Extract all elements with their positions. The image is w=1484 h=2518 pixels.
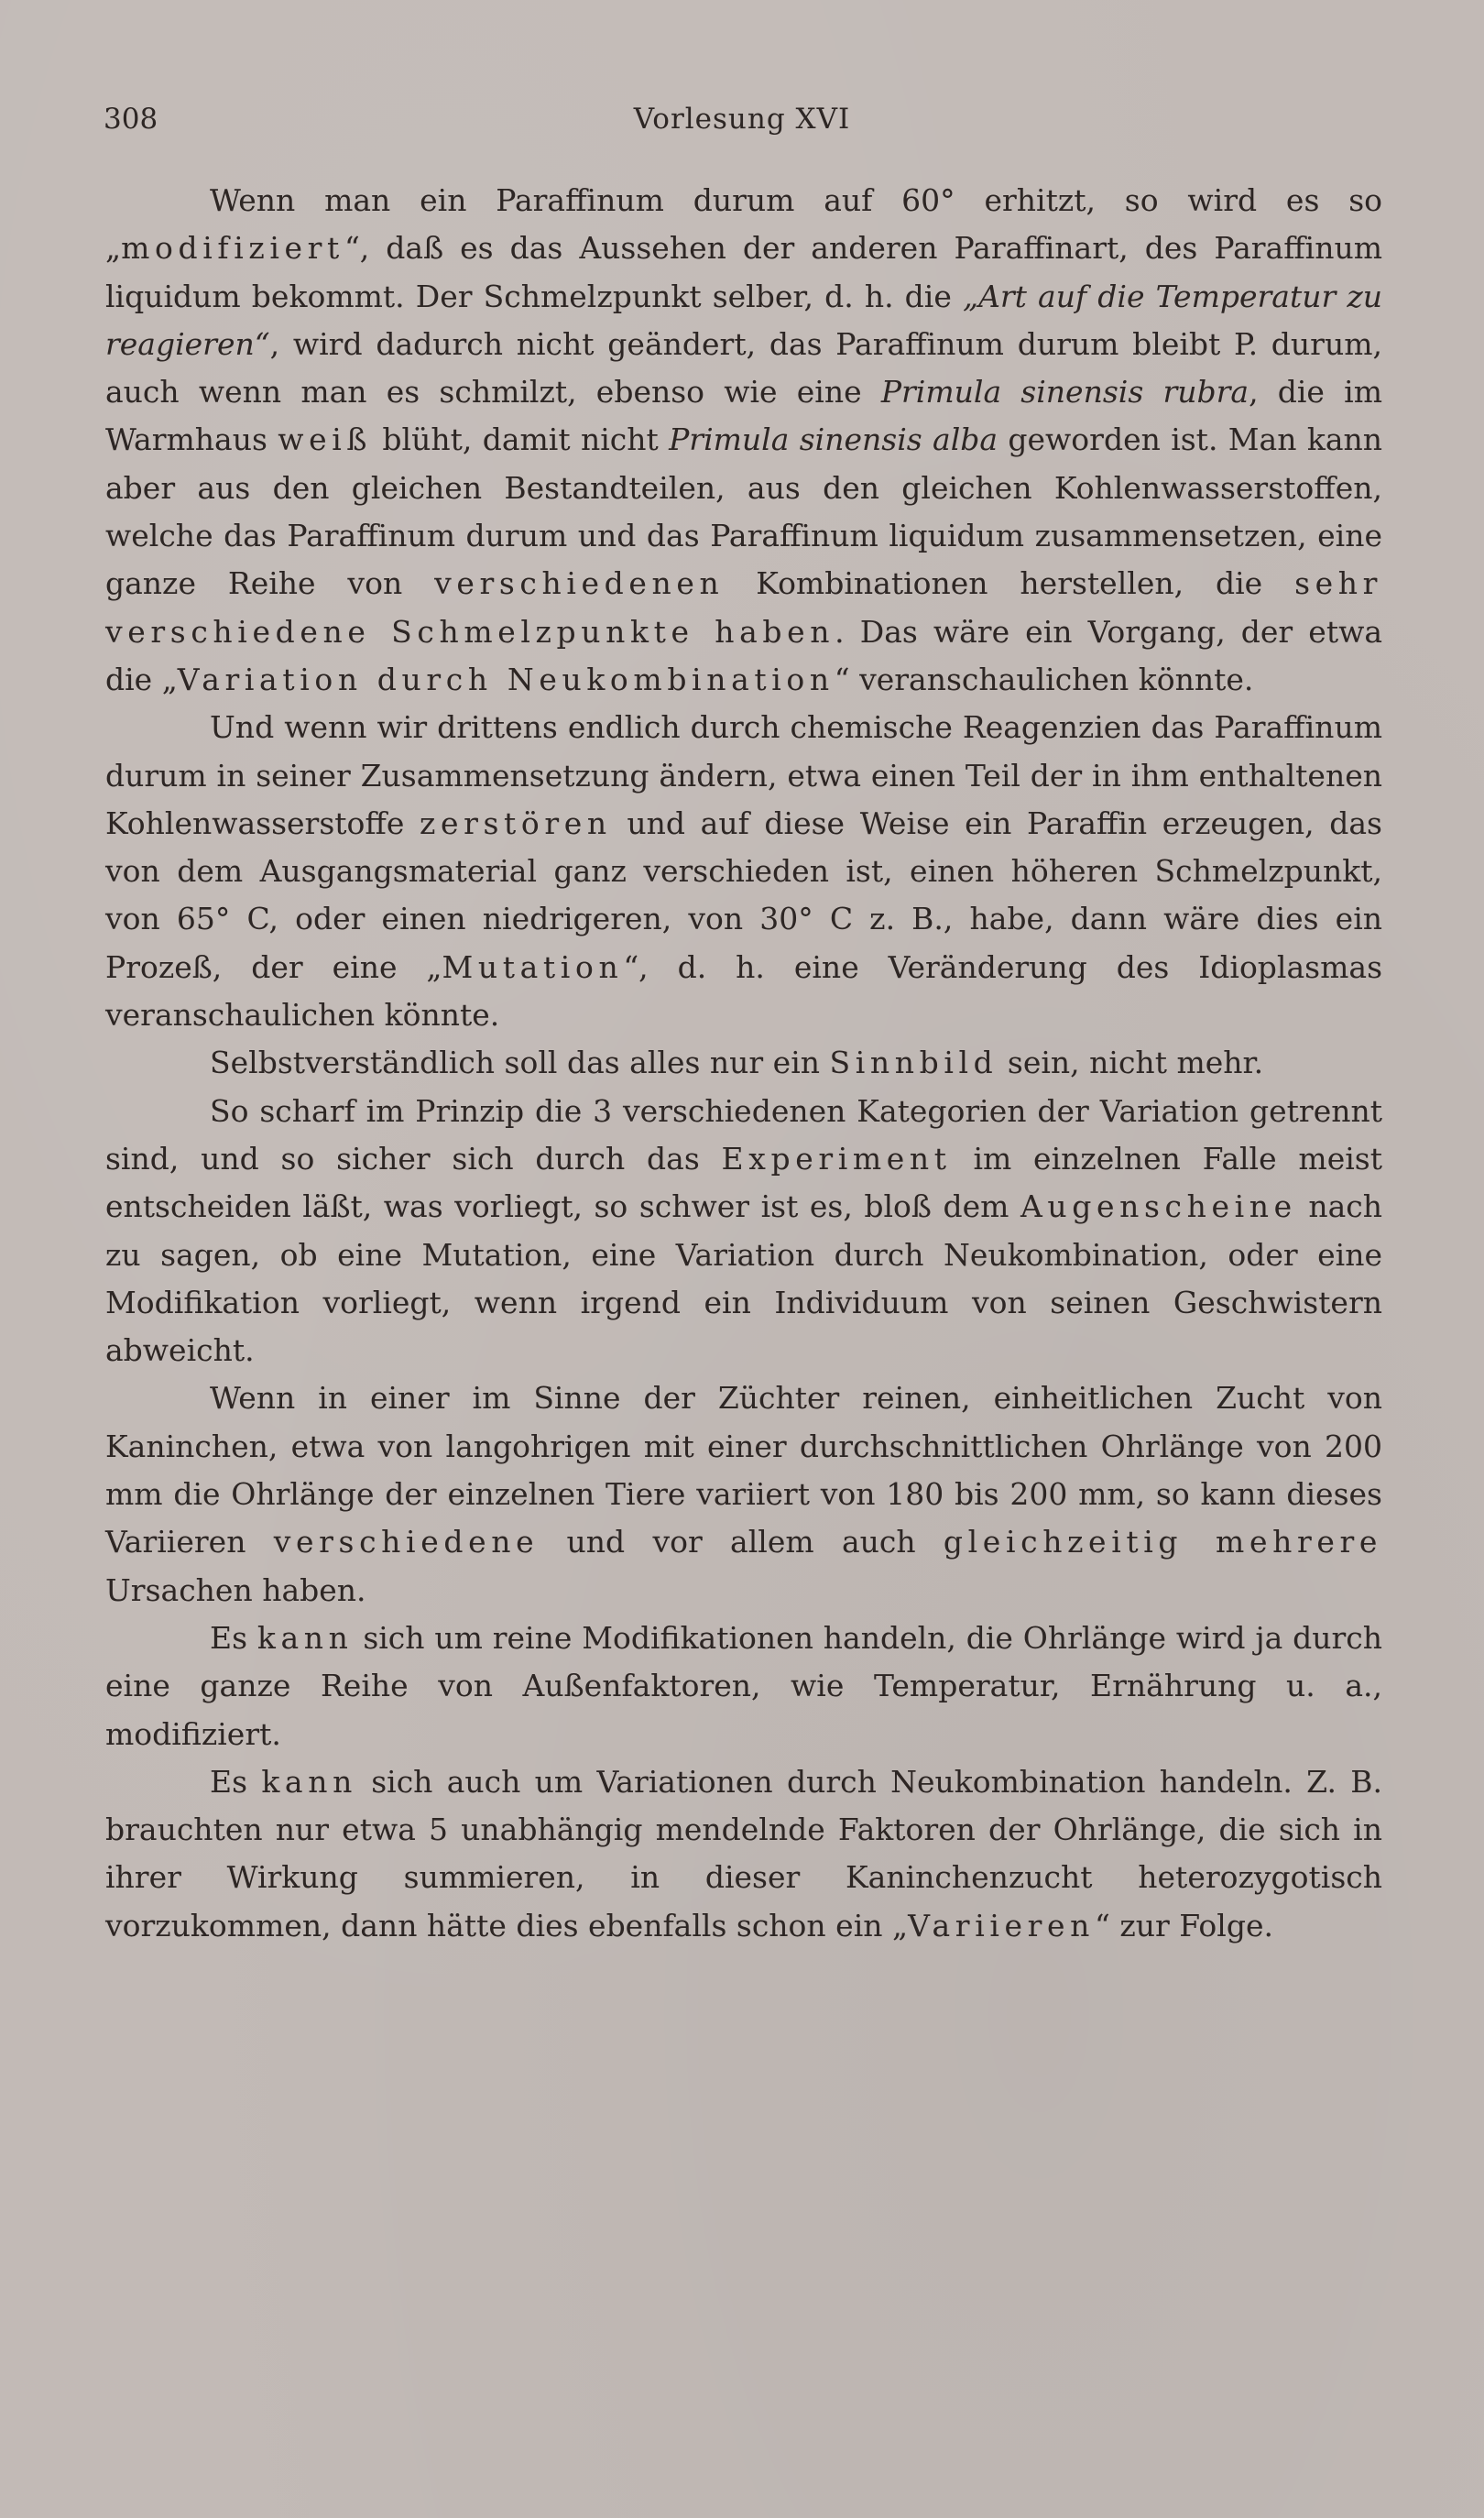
spaced-emphasis-text: sehr verschiedene Schmelzpunkte haben	[105, 565, 1382, 650]
text-run: und auf diese Weise ein Paraffin erzeugen, das von dem Ausgangsmaterial ganz verschieden ist, einen höheren Schmelzpunkt, von 65° C, oder einen niedrigeren, von 30° C z. B., habe, dann wäre dies ein Prozeß, der eine „	[105, 805, 1382, 985]
page-number: 308	[104, 103, 158, 136]
spaced-emphasis-text: Sinnbild	[829, 1045, 998, 1081]
text-run: Und wenn wir drittens endlich durch chemische Reagenzien das Paraffinum durum in seiner Zusammensetzung ändern, etwa einen Teil der in ihm enthaltenen Kohlenwasserstoffe	[105, 709, 1382, 841]
spaced-emphasis-text: Variation durch Neukombination	[177, 661, 835, 697]
paragraph-rabbit-ear-length	[105, 1374, 1382, 1614]
text-run: . Das wäre ein Vorgang, der etwa die „	[105, 613, 1382, 697]
paragraph-paraffin-comparison	[105, 177, 1382, 704]
running-title: Vorlesung XVI	[633, 103, 851, 136]
spaced-emphasis-text: weiß	[278, 421, 373, 458]
spaced-emphasis-text: Mutation	[442, 948, 624, 985]
spaced-emphasis-text: verschiedenen	[434, 565, 725, 602]
italic-text: Primula sinensis alba	[669, 421, 998, 458]
spaced-emphasis-text: zerstören	[419, 805, 612, 841]
paragraph-mutation-analogy	[105, 704, 1382, 1039]
italic-text: Primula sinensis rubra	[880, 374, 1249, 411]
spaced-emphasis-text: modifiziert	[121, 230, 344, 267]
paragraph-neukombination	[105, 1758, 1382, 1950]
text-run: und vor allem auch	[539, 1524, 944, 1560]
body-text	[105, 177, 1382, 1950]
text-run: geworden ist. Man kann aber aus den gleichen Bestandteilen, aus den gleichen Kohlenwasserstoffen, welche das Paraffinum durum und das Paraffinum liquidum zusammensetzen, eine ganze Reihe von	[105, 421, 1383, 602]
text-run: Wenn in einer im Sinne der Züchter reinen, einheitlichen Zucht von Kaninchen, etwa von langohrigen mit einer durchschnittlichen Ohrlänge von 200 mm die Ohrlänge der einzelnen Tiere variiert von 180 bis 200 mm, so kann dieses Variieren	[105, 1380, 1382, 1560]
text-run: blüht, damit nicht	[372, 421, 670, 458]
text-run: sein, nicht mehr.	[998, 1045, 1264, 1081]
spaced-emphasis-text: Variieren	[908, 1907, 1096, 1943]
text-run: “ veranschaulichen könnte.	[834, 661, 1254, 697]
text-run: “, d. h. eine Veränderung des Idioplasmas veranschaulichen könnte.	[105, 948, 1382, 1034]
text-run: Es	[210, 1763, 262, 1800]
text-run: im einzelnen Falle meist entscheiden läßt, was vorliegt, so schwer ist es, bloß dem	[105, 1140, 1382, 1225]
paragraph-modifications	[105, 1615, 1382, 1758]
text-run: “ zur Folge.	[1095, 1907, 1273, 1943]
spaced-emphasis-text: kann	[256, 1619, 354, 1656]
text-run: Wenn man ein Paraffinum durum auf 60° erhitzt, so wird es so „	[105, 182, 1382, 267]
text-run: Es	[210, 1619, 257, 1656]
spaced-emphasis-text: Augenscheine	[1020, 1188, 1297, 1225]
text-run: Kombinationen herstellen, die	[724, 565, 1295, 602]
spaced-emphasis-text: gleichzeitig mehrere	[943, 1524, 1382, 1560]
paragraph-categories-of-variation	[105, 1088, 1382, 1375]
paragraph-symbol-remark	[105, 1039, 1382, 1087]
spaced-emphasis-text: verschiedene	[273, 1524, 540, 1560]
text-run: So scharf im Prinzip die 3 verschiedenen Kategorien der Variation getrennt sind, und so sicher sich durch das	[105, 1092, 1382, 1177]
text-run: Selbstverständlich soll das alles nur ein	[210, 1045, 830, 1081]
italic-text: „Art auf die Temperatur zu reagieren“	[105, 278, 1382, 362]
text-run: , wird dadurch nicht geändert, das Paraffinum durum bleibt P. durum, auch wenn man es schmilzt, ebenso wie eine	[105, 325, 1382, 411]
page-header	[104, 99, 1380, 139]
text-run: , die im Warmhaus	[105, 374, 1382, 458]
spaced-emphasis-text: Experiment	[721, 1140, 952, 1177]
text-run: nach zu sagen, ob eine Mutation, eine Variation durch Neukombination, oder eine Modifikation vorliegt, wenn irgend ein Individuum von seinen Geschwistern abweicht.	[105, 1188, 1383, 1369]
text-run: Ursachen haben.	[105, 1571, 366, 1608]
text-run: “, daß es das Aussehen der anderen Paraffinart, des Paraffinum liquidum bekommt. Der Schmelzpunkt selber, d. h. die	[105, 230, 1382, 314]
text-run: sich um reine Modifikationen handeln, die Ohrlänge wird ja durch eine ganze Reihe von Außenfaktoren, wie Temperatur, Ernährung u. a., modifiziert.	[105, 1619, 1382, 1752]
text-run: sich auch um Variationen durch Neukombination handeln. Z. B. brauchten nur etwa 5 unabhängig mendelnde Faktoren der Ohrlänge, die sich in ihrer Wirkung summieren, in dieser Kaninchenzucht heterozygotisch vorzukommen, dann hätte dies ebenfalls schon ein „	[105, 1763, 1383, 1943]
spaced-emphasis-text: kann	[261, 1763, 357, 1800]
